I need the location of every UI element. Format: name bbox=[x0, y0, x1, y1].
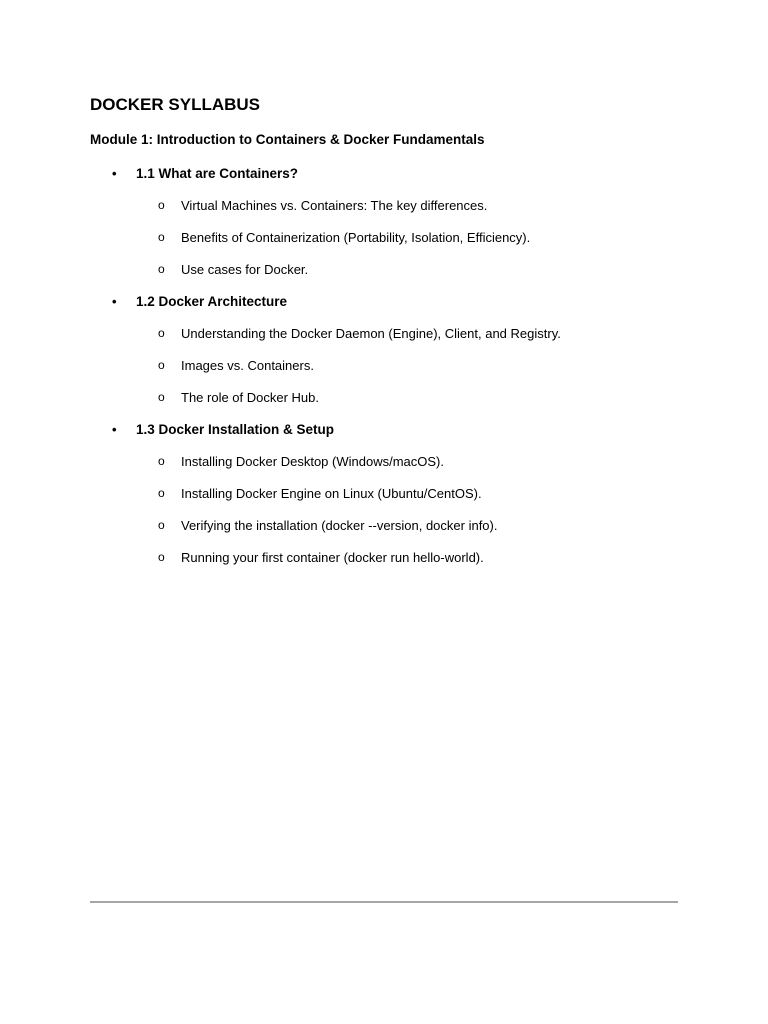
list-item-text: Benefits of Containerization (Portability, Isolation, Efficiency). bbox=[181, 230, 531, 245]
sub-bullet-icon: o bbox=[158, 454, 165, 468]
section-title: 1.3 Docker Installation & Setup bbox=[136, 422, 335, 437]
list-item-text: Virtual Machines vs. Containers: The key differences. bbox=[181, 198, 488, 213]
section-title: 1.1 What are Containers? bbox=[136, 166, 299, 181]
footer-divider bbox=[90, 901, 678, 903]
sub-bullet-icon: o bbox=[158, 518, 165, 532]
bullet-icon: • bbox=[112, 166, 117, 181]
list-item-text: Installing Docker Engine on Linux (Ubuntu/CentOS). bbox=[181, 486, 482, 501]
list-item-text: Understanding the Docker Daemon (Engine), Client, and Registry. bbox=[181, 326, 561, 341]
list-item-text: Verifying the installation (docker --version, docker info). bbox=[181, 518, 498, 533]
section-title: 1.2 Docker Architecture bbox=[136, 294, 288, 309]
list-item-text: Images vs. Containers. bbox=[181, 358, 314, 373]
list-item-text: The role of Docker Hub. bbox=[181, 390, 320, 405]
bullet-icon: • bbox=[112, 422, 117, 437]
sub-bullet-icon: o bbox=[158, 390, 165, 404]
sub-bullet-icon: o bbox=[158, 326, 165, 340]
sub-bullet-icon: o bbox=[158, 486, 165, 500]
list-item-text: Installing Docker Desktop (Windows/macOS). bbox=[181, 454, 444, 469]
list-item-text: Use cases for Docker. bbox=[181, 262, 309, 277]
sub-bullet-icon: o bbox=[158, 262, 165, 276]
document-title: DOCKER SYLLABUS bbox=[90, 95, 261, 114]
sub-bullet-icon: o bbox=[158, 358, 165, 372]
sub-bullet-icon: o bbox=[158, 550, 165, 564]
sub-bullet-icon: o bbox=[158, 198, 165, 212]
sub-bullet-icon: o bbox=[158, 230, 165, 244]
module-heading: Module 1: Introduction to Containers & Docker Fundamentals bbox=[90, 132, 485, 147]
list-item-text: Running your first container (docker run hello-world). bbox=[181, 550, 484, 565]
bullet-icon: • bbox=[112, 294, 117, 309]
